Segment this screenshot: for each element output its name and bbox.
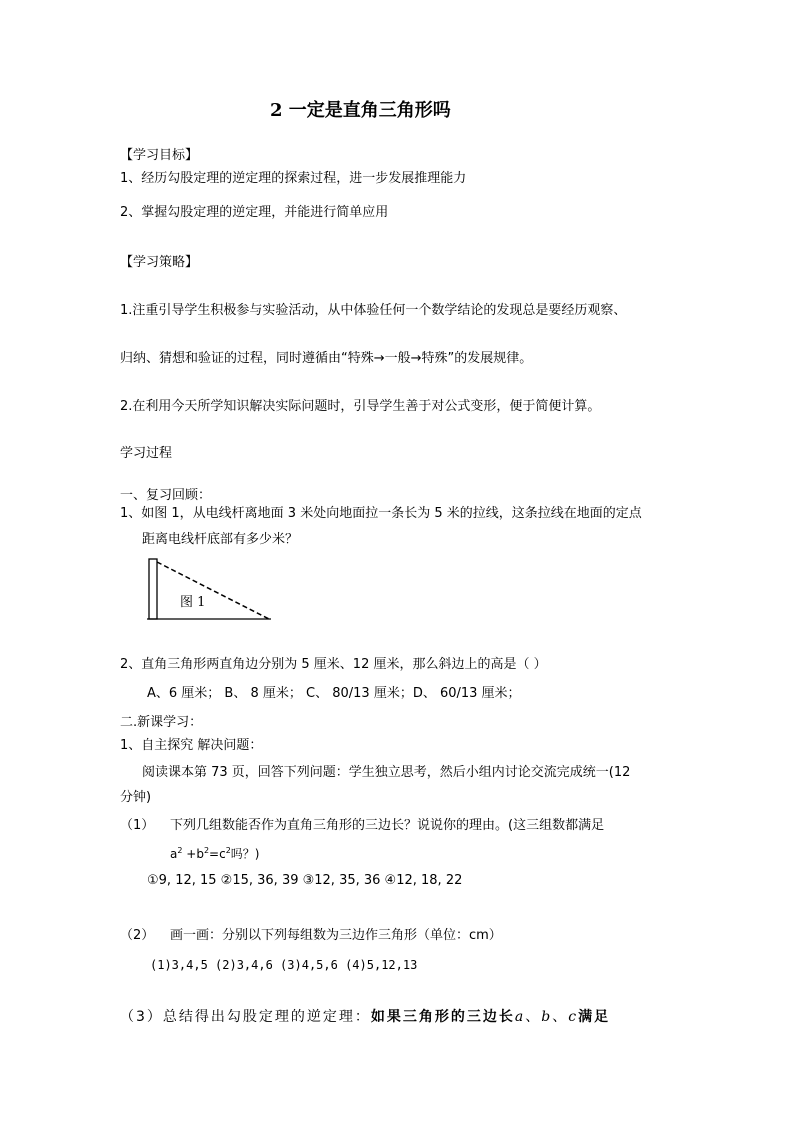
guy-wire: [157, 562, 269, 619]
new-lesson-header: 二.新课学习：: [120, 715, 203, 730]
reading-line-1: 阅读课本第 73 页，回答下列问题：学生独立思考，然后小组内讨论交流完成统一(12: [142, 765, 631, 780]
review-question-2: 2、直角三角形两直角边分别为 5 厘米、12 厘米，那么斜边上的高是（ ）: [120, 657, 547, 672]
objective-item-2: 2、掌握勾股定理的逆定理，并能进行简单应用: [120, 205, 389, 220]
process-header: 学习过程: [120, 446, 173, 461]
problem-2-text: 画一画：分别以下列每组数为三边作三角形（单位：cm）: [170, 928, 502, 943]
objective-item-1: 1、经历勾股定理的逆定理的探索过程，进一步发展推理能力: [120, 171, 467, 186]
problem-3-statement: （3）总结得出勾股定理的逆定理：如果三角形的三边长a、b、c满足: [120, 1009, 611, 1025]
strategies-header: 【学习策略】: [120, 255, 199, 270]
problem-1-text: 下列几组数能否作为直角三角形的三边长？说说你的理由。(这三组数都满足: [170, 818, 605, 833]
objectives-header: 【学习目标】: [120, 148, 199, 163]
problem-1-number: （1）: [120, 818, 155, 833]
problem-2-number: （2）: [120, 928, 155, 943]
figure-1-label: 图 1: [180, 595, 206, 610]
figure-1-diagram: [145, 558, 275, 622]
review-question-1-line-1: 1、如图 1，从电线杆离地面 3 米处向地面拉一条长为 5 米的拉线，这条拉线在地面的定点: [120, 506, 642, 521]
review-header: 一、复习回顾：: [120, 488, 212, 503]
reading-line-2: 分钟): [120, 790, 152, 805]
strategy-2: 2.在利用今天所学知识解决实际问题时，引导学生善于对公式变形，便于简便计算。: [120, 399, 601, 414]
problem-1-formula: $a^2 +b^2=c^2$吗？): [170, 846, 260, 861]
new-lesson-subheader: 1、自主探究 解决问题：: [120, 738, 263, 753]
page-title: 2 一定是直角三角形吗: [270, 100, 451, 121]
strategy-1-line-1: 1.注重引导学生积极参与实验活动，从中体验任何一个数学结论的发现总是要经历观察、: [120, 303, 627, 318]
problem-2-sets: (1)3,4,5 (2)3,4,6 (3)4,5,6 (4)5,12,13: [150, 958, 418, 972]
problem-1-number-sets: ①9, 12, 15 ②15, 36, 39 ③12, 35, 36 ④12, 18, 22: [147, 873, 463, 888]
strategy-1-line-2: 归纳、猜想和验证的过程，同时遵循由“特殊→一般→特殊”的发展规律。: [120, 351, 533, 366]
pole: [149, 559, 157, 619]
review-question-1-line-2: 距离电线杆底部有多少米？: [142, 532, 299, 547]
review-question-2-options: A、6 厘米； B、 8 厘米； C、 80/13 厘米；D、 60/13 厘米；: [147, 686, 521, 701]
